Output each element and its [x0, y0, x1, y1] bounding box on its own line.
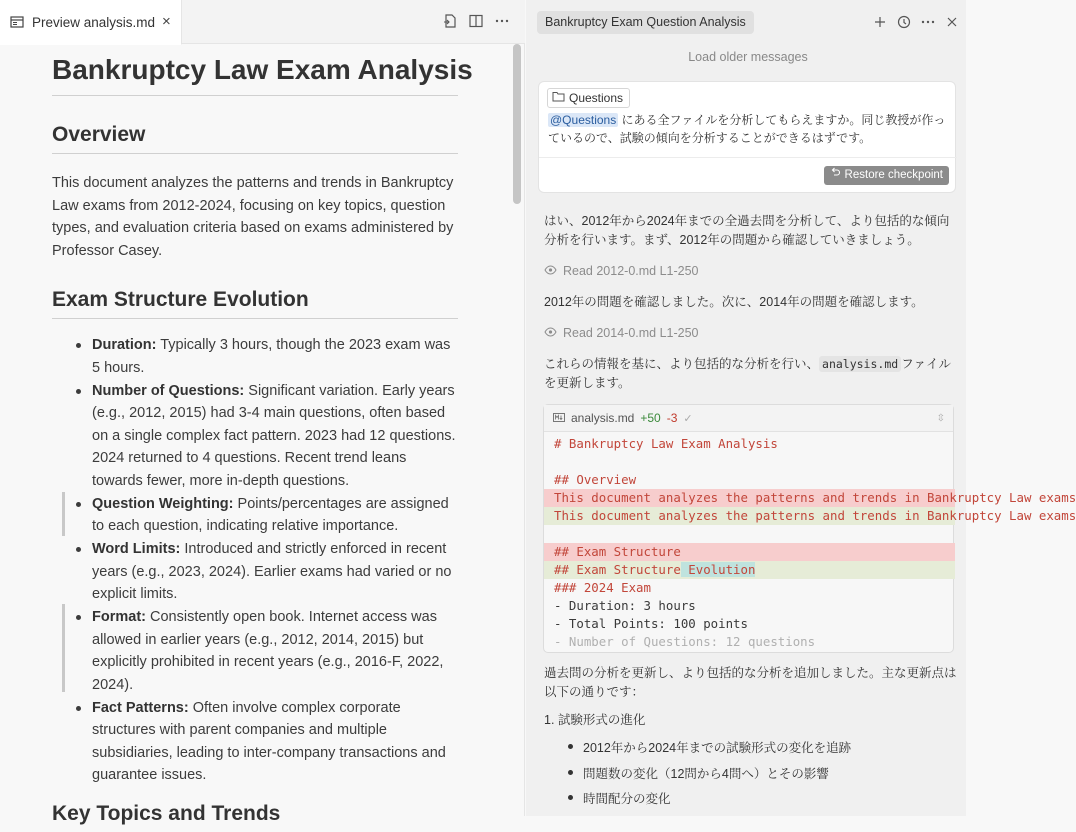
diff-line-deleted: ## Exam Structure: [544, 543, 955, 561]
assistant-reply: これらの情報を基に、より包括的な分析を行い、 analysis.md ファイルを更新します。: [544, 357, 951, 390]
more-icon[interactable]: [920, 14, 936, 30]
list-item: 時間配分の変化: [568, 789, 948, 807]
key-topics-heading: Key Topics and Trends: [52, 802, 281, 825]
list-item: Question Weighting: Points/percentages are assigned to each question, indicating relative importance.: [52, 493, 458, 538]
diff-highlight: Evolution: [680, 562, 756, 577]
tool-read-entry[interactable]: [544, 264, 699, 278]
preview-pane: [0, 0, 525, 825]
diff-line-deleted: This document analyzes the patterns and trends in Bankruptcy Law exams: [544, 489, 955, 507]
diff-line-added: This document analyzes the patterns and trends in Bankruptcy Law exams: [544, 507, 955, 525]
new-chat-icon[interactable]: [872, 14, 888, 30]
diff-content: [544, 432, 1076, 651]
structure-list: [52, 334, 458, 787]
read-label: Read 2012-0.md L1-250: [563, 264, 699, 278]
diff-deletions: -3: [666, 411, 678, 425]
list-item: Format: Consistently open book. Internet access was allowed in earlier years (e.g., 2012, 2014, 2015) but explicitly prohibited in recent years (e.g., 2016-F, 2022, 2024).: [52, 606, 458, 696]
diff-line: ## Overview: [554, 472, 637, 487]
overview-text: This document analyzes the patterns and trends in Bankruptcy Law exams from 2012-2024, focusing on key topics, question types, and evaluation criteria based on exams administered by Professor Casey.: [52, 175, 454, 259]
diff-line: - Total Points: 100 points: [554, 616, 748, 631]
chat-header: [526, 0, 966, 44]
chat-actions: [872, 14, 960, 30]
tool-read-entry[interactable]: [544, 326, 699, 340]
load-older-button[interactable]: Load older messages: [688, 50, 808, 64]
expand-icon[interactable]: ⇳: [936, 412, 945, 424]
assistant-summary: 過去問の分析を更新し、より包括的な分析を追加しました。主な更新点は以下の通りです：: [544, 666, 957, 699]
doc-title: Bankruptcy Law Exam Analysis: [52, 54, 458, 96]
context-folder-chip[interactable]: [547, 88, 630, 108]
preview-icon: [10, 15, 24, 29]
eye-icon: [544, 264, 557, 278]
diff-line: [544, 453, 955, 471]
undo-icon: [830, 166, 841, 185]
diff-line: - Number of Questions: 12 questions: [554, 634, 816, 649]
structure-heading: Exam Structure Evolution: [52, 288, 458, 319]
overview-heading: Overview: [52, 123, 458, 154]
diff-line-added: ## Exam Structure Evolution: [544, 561, 955, 579]
mention-tag[interactable]: @Questions: [550, 113, 617, 127]
diff-line: [544, 525, 955, 543]
diff-filename: analysis.md: [571, 411, 635, 425]
markdown-file-icon: [553, 411, 565, 425]
split-editor-icon[interactable]: [468, 13, 484, 29]
numbered-point: 1. 試験形式の進化: [544, 713, 646, 727]
restore-label: Restore checkpoint: [844, 169, 943, 181]
assistant-reply: はい、2012年から2024年までの全過去問を分析して、より包括的な傾向分析を行います。まず、2012年の問題から確認していきましょう。: [544, 214, 950, 247]
inline-code: analysis.md: [819, 356, 901, 372]
editor-tab-bar: [0, 0, 525, 44]
diff-line: - Duration: 3 hours: [554, 598, 696, 613]
close-tab-icon[interactable]: ×: [162, 13, 171, 30]
list-item: Word Limits: Introduced and strictly enforced in recent years (e.g., 2023, 2024). Earlier exams had varied or no explicit limits.: [52, 538, 458, 606]
more-actions-icon[interactable]: [494, 13, 510, 29]
user-message-card: [538, 81, 956, 193]
eye-icon: [544, 326, 557, 340]
divider: [539, 157, 957, 158]
diff-additions: +50: [640, 411, 661, 425]
editor-actions: [442, 13, 510, 29]
list-item: Number of Questions: Significant variation. Early years (e.g., 2012, 2015) had 3-4 main questions, often based on a single complex fact pattern. 2023 had 12 questions. 2024 returned to 4 questions. Recent trend leans towards fewer, more in-depth questions.: [52, 380, 458, 493]
list-item: 問題数の変化（12問から4問へ）とその影響: [568, 764, 948, 782]
diff-line: # Bankruptcy Law Exam Analysis: [554, 436, 778, 451]
user-message-text: @Questions にある全ファイルを分析してもらえますか。同じ教授が作っているので、試験の傾向を分析することができるはずです。: [548, 113, 946, 145]
diff-line: ### 2024 Exam: [554, 580, 651, 595]
assistant-reply: 2012年の問題を確認しました。次に、2014年の問題を確認します。: [544, 295, 924, 309]
history-icon[interactable]: [896, 14, 912, 30]
list-item: Duration: Typically 3 hours, though the 2023 exam was 5 hours.: [52, 334, 458, 379]
check-icon: ✓: [683, 412, 693, 425]
close-icon[interactable]: [944, 14, 960, 30]
folder-icon: [552, 89, 565, 108]
list-item: 2012年から2024年までの試験形式の変化を追跡: [568, 738, 948, 756]
preview-scrollbar[interactable]: [513, 44, 521, 204]
tab-preview-analysis[interactable]: [0, 0, 182, 45]
restore-checkpoint-button[interactable]: [824, 166, 949, 185]
context-folder-label: Questions: [569, 90, 624, 105]
tab-label: Preview analysis.md: [32, 14, 156, 30]
chat-pane: [526, 0, 1076, 816]
open-source-icon[interactable]: [442, 13, 458, 29]
read-label: Read 2014-0.md L1-250: [563, 326, 699, 340]
diff-block: [543, 404, 1076, 653]
list-item: Fact Patterns: Often involve complex corporate structures with parent companies and multiple subsidiaries, leading to inter-company transactions and guarantee issues.: [52, 697, 458, 787]
chat-title[interactable]: Bankruptcy Exam Question Analysis: [537, 11, 754, 34]
diff-header[interactable]: [544, 405, 953, 432]
